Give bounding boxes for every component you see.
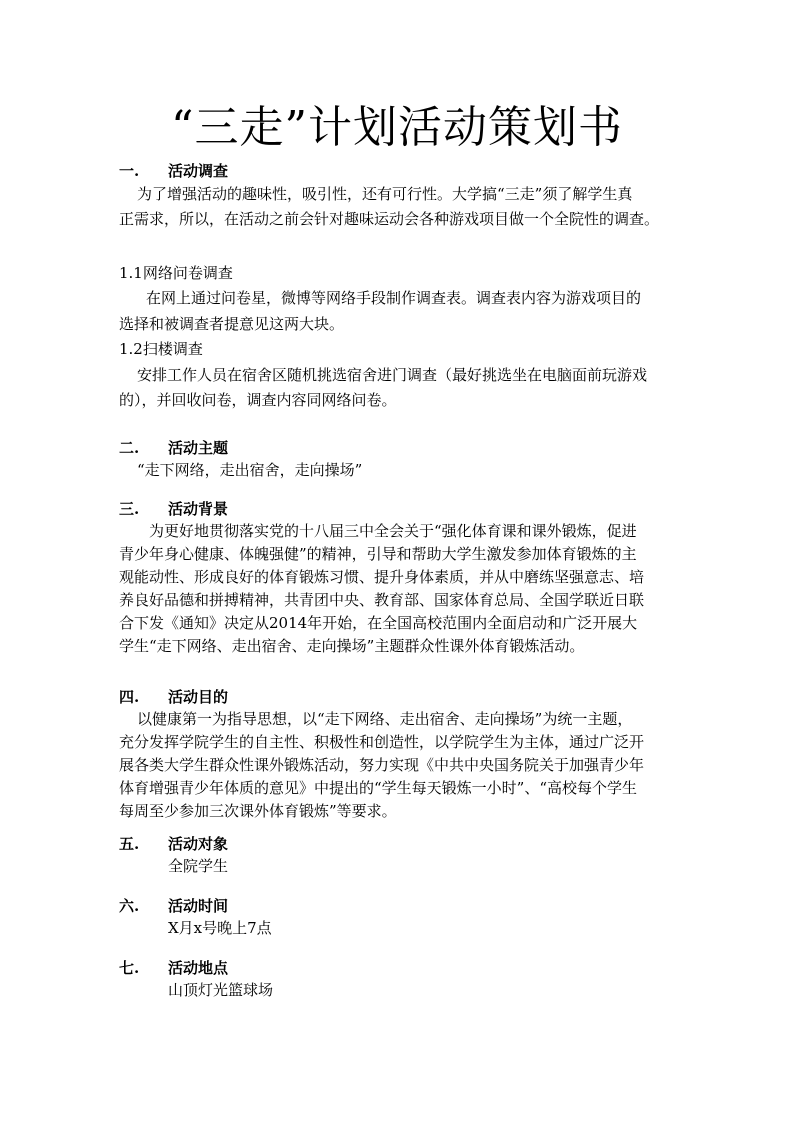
- section-5-body: 全院学生: [168, 857, 229, 875]
- section-4-paragraph-line: 充分发挥学院学生的自主性、积极性和创造性，以学院学生为主体，通过广泛开: [119, 733, 645, 751]
- document-title: “三走”计划活动策划书: [171, 102, 623, 153]
- section-6-heading: 活动时间: [168, 897, 229, 915]
- section-4-number: 四.: [119, 688, 140, 706]
- section-7-body: 山顶灯光篮球场: [168, 981, 274, 999]
- section-2-body: “走下网络，走出宿舍，走向操场”: [137, 461, 363, 479]
- section-3-paragraph-line: 为更好地贯彻落实党的十八届三中全会关于“强化体育课和课外锻炼，促进: [149, 522, 637, 540]
- section-3-paragraph-line: 青少年身心健康、体魄强健”的精神，引导和帮助大学生激发参加体育锻炼的主: [119, 545, 637, 563]
- subsection-1-2-line: 安排工作人员在宿舍区随机挑选宿舍进门调查（最好挑选坐在电脑面前玩游戏: [137, 366, 648, 384]
- section-3-paragraph-line: 合下发《通知》决定从2014年开始，在全国高校范围内全面启动和广泛开展大: [119, 614, 638, 632]
- section-1-paragraph-line: 正需求，所以，在活动之前会针对趣味运动会各种游戏项目做一个全院性的调查。: [119, 210, 660, 228]
- section-2-number: 二.: [119, 439, 140, 457]
- subsection-1-1-line: 在网上通过问卷星，微博等网络手段制作调查表。调查表内容为游戏项目的: [146, 289, 642, 307]
- section-3-heading: 活动背景: [168, 500, 229, 518]
- subsection-1-2-title: 1.2扫楼调查: [119, 340, 203, 358]
- section-4-paragraph-line: 每周至少参加三次课外体育锻炼”等要求。: [119, 802, 397, 820]
- section-3-paragraph-line: 观能动性、形成良好的体育锻炼习惯、提升身体素质，并从中磨练坚强意志、培: [119, 568, 645, 586]
- section-1-paragraph-line: 为了增强活动的趣味性，吸引性，还有可行性。大学搞“三走”须了解学生真: [137, 185, 633, 203]
- section-6-number: 六.: [119, 897, 140, 915]
- subsection-1-1-title: 1.1网络问卷调查: [119, 264, 233, 282]
- section-5-heading: 活动对象: [168, 835, 229, 853]
- section-2-heading: 活动主题: [168, 439, 229, 457]
- section-5-number: 五.: [119, 835, 140, 853]
- section-6-body: X月x号晚上7点: [168, 919, 272, 937]
- section-4-heading: 活动目的: [168, 688, 229, 706]
- subsection-1-1-line: 选择和被调查者提意见这两大块。: [119, 315, 345, 333]
- section-3-number: 三.: [119, 500, 140, 518]
- section-3-paragraph-line: 养良好品德和拼搏精神，共青团中央、教育部、国家体育总局、全国学联近日联: [119, 591, 645, 609]
- section-1-number: 一.: [119, 162, 140, 180]
- section-7-number: 七.: [119, 959, 140, 977]
- section-3-paragraph-line: 学生“走下网络、走出宿舍、走向操场”主题群众性课外体育锻炼活动。: [119, 637, 585, 655]
- section-4-paragraph-line: 展各类大学生群众性课外锻炼活动，努力实现《中共中央国务院关于加强青少年: [119, 756, 645, 774]
- subsection-1-2-line: 的），并回收问卷，调查内容同网络问卷。: [119, 391, 397, 409]
- section-7-heading: 活动地点: [168, 959, 229, 977]
- section-1-heading: 活动调查: [168, 162, 229, 180]
- section-4-paragraph-line: 以健康第一为指导思想，以“走下网络、走出宿舍、走向操场”为统一主题，: [137, 710, 633, 728]
- section-4-paragraph-line: 体育增强青少年体质的意见》中提出的“学生每天锻炼一小时”、“高校每个学生: [119, 779, 638, 797]
